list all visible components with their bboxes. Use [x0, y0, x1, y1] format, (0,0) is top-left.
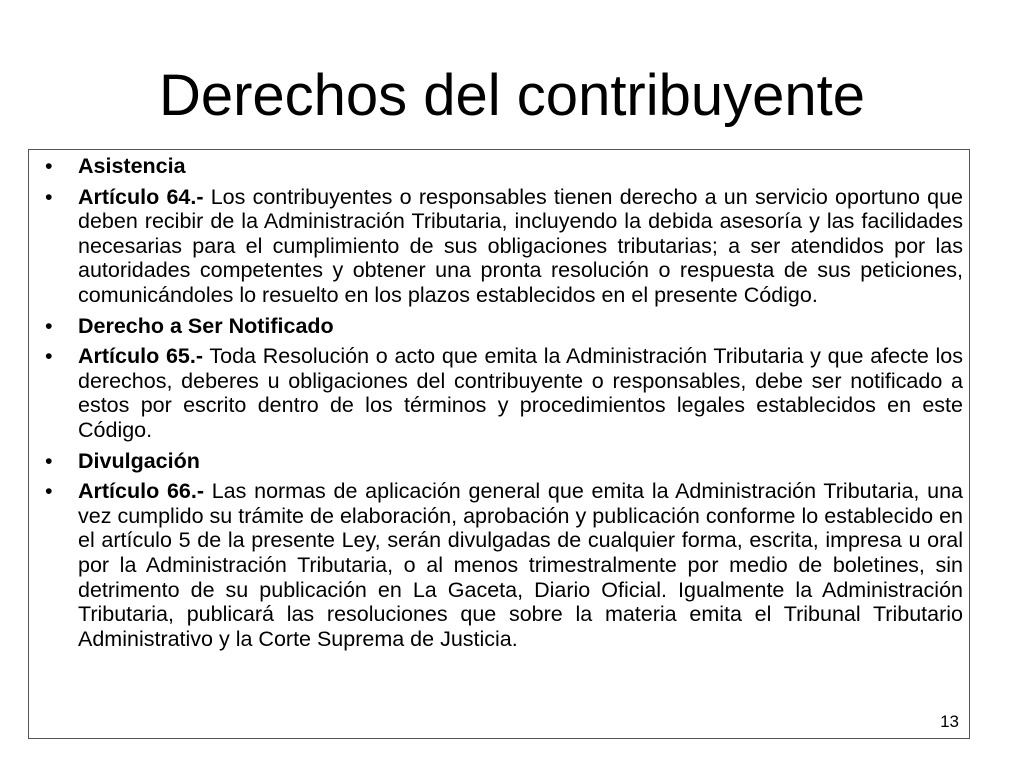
list-item-heading-notificado	[45, 314, 963, 339]
bullet-icon: •	[45, 313, 53, 338]
article-label: Artículo 65.-	[78, 344, 204, 369]
article-text: Las normas de aplicación general que emita la Administración Tributaria, una vez cumplido su trámite de elaboración, aprobación y publicación conforme lo establecido en el artículo 5 de la presente Ley, serán divulgadas de cualquier forma, escrita, impresa u oral por la Administración Tributaria, o al menos trimestralmente por medio de boletines, sin detrimento de su publicación en La Gaceta, Diario Oficial. Igualmente la Administración Tributaria, publicará las resoluciones que sobre la materia emita el Tribunal Tributario Administrativo y la Corte Suprema de Justicia.	[78, 479, 963, 651]
content-box	[28, 149, 970, 739]
section-heading: Divulgación	[78, 448, 200, 473]
article-text: Los contribuyentes o responsables tienen derecho a un servicio oportuno que deben recibir de la Administración Tributaria, incluyendo la debida asesoría y las facilidades necesarias para el cumplimiento de sus obligaciones tributarias; a ser atendidos por las autoridades competentes y obtener una pronta resolución o respuesta de sus peticiones, comunicándoles lo resuelto en los plazos establecidos en el presente Código.	[78, 184, 964, 307]
article-label: Artículo 66.-	[78, 479, 204, 504]
bullet-icon: •	[45, 448, 53, 473]
bullet-list	[45, 154, 963, 657]
bullet-icon: •	[45, 344, 53, 369]
section-heading: Asistencia	[78, 154, 186, 178]
section-heading: Derecho a Ser Notificado	[78, 313, 334, 338]
article-text: Toda Resolución o acto que emita la Administración Tributaria y que afecte los derechos, deberes u obligaciones del contribuyente o responsables, debe ser notificado a estos por escrito dentro de los términos y procedimientos legales establecidos en este Código.	[78, 344, 964, 442]
list-item-article-64	[45, 185, 963, 308]
article-label: Artículo 64.-	[78, 184, 204, 209]
bullet-icon: •	[45, 154, 53, 178]
list-item-heading-asistencia	[45, 154, 963, 179]
list-item-article-65	[45, 344, 963, 442]
slide-title: Derechos del contribuyente	[158, 63, 866, 128]
bullet-icon: •	[45, 184, 53, 209]
page-number: 13	[940, 712, 959, 731]
list-item-article-66	[45, 479, 963, 651]
bullet-icon: •	[45, 479, 53, 504]
list-item-heading-divulgacion	[45, 449, 963, 474]
